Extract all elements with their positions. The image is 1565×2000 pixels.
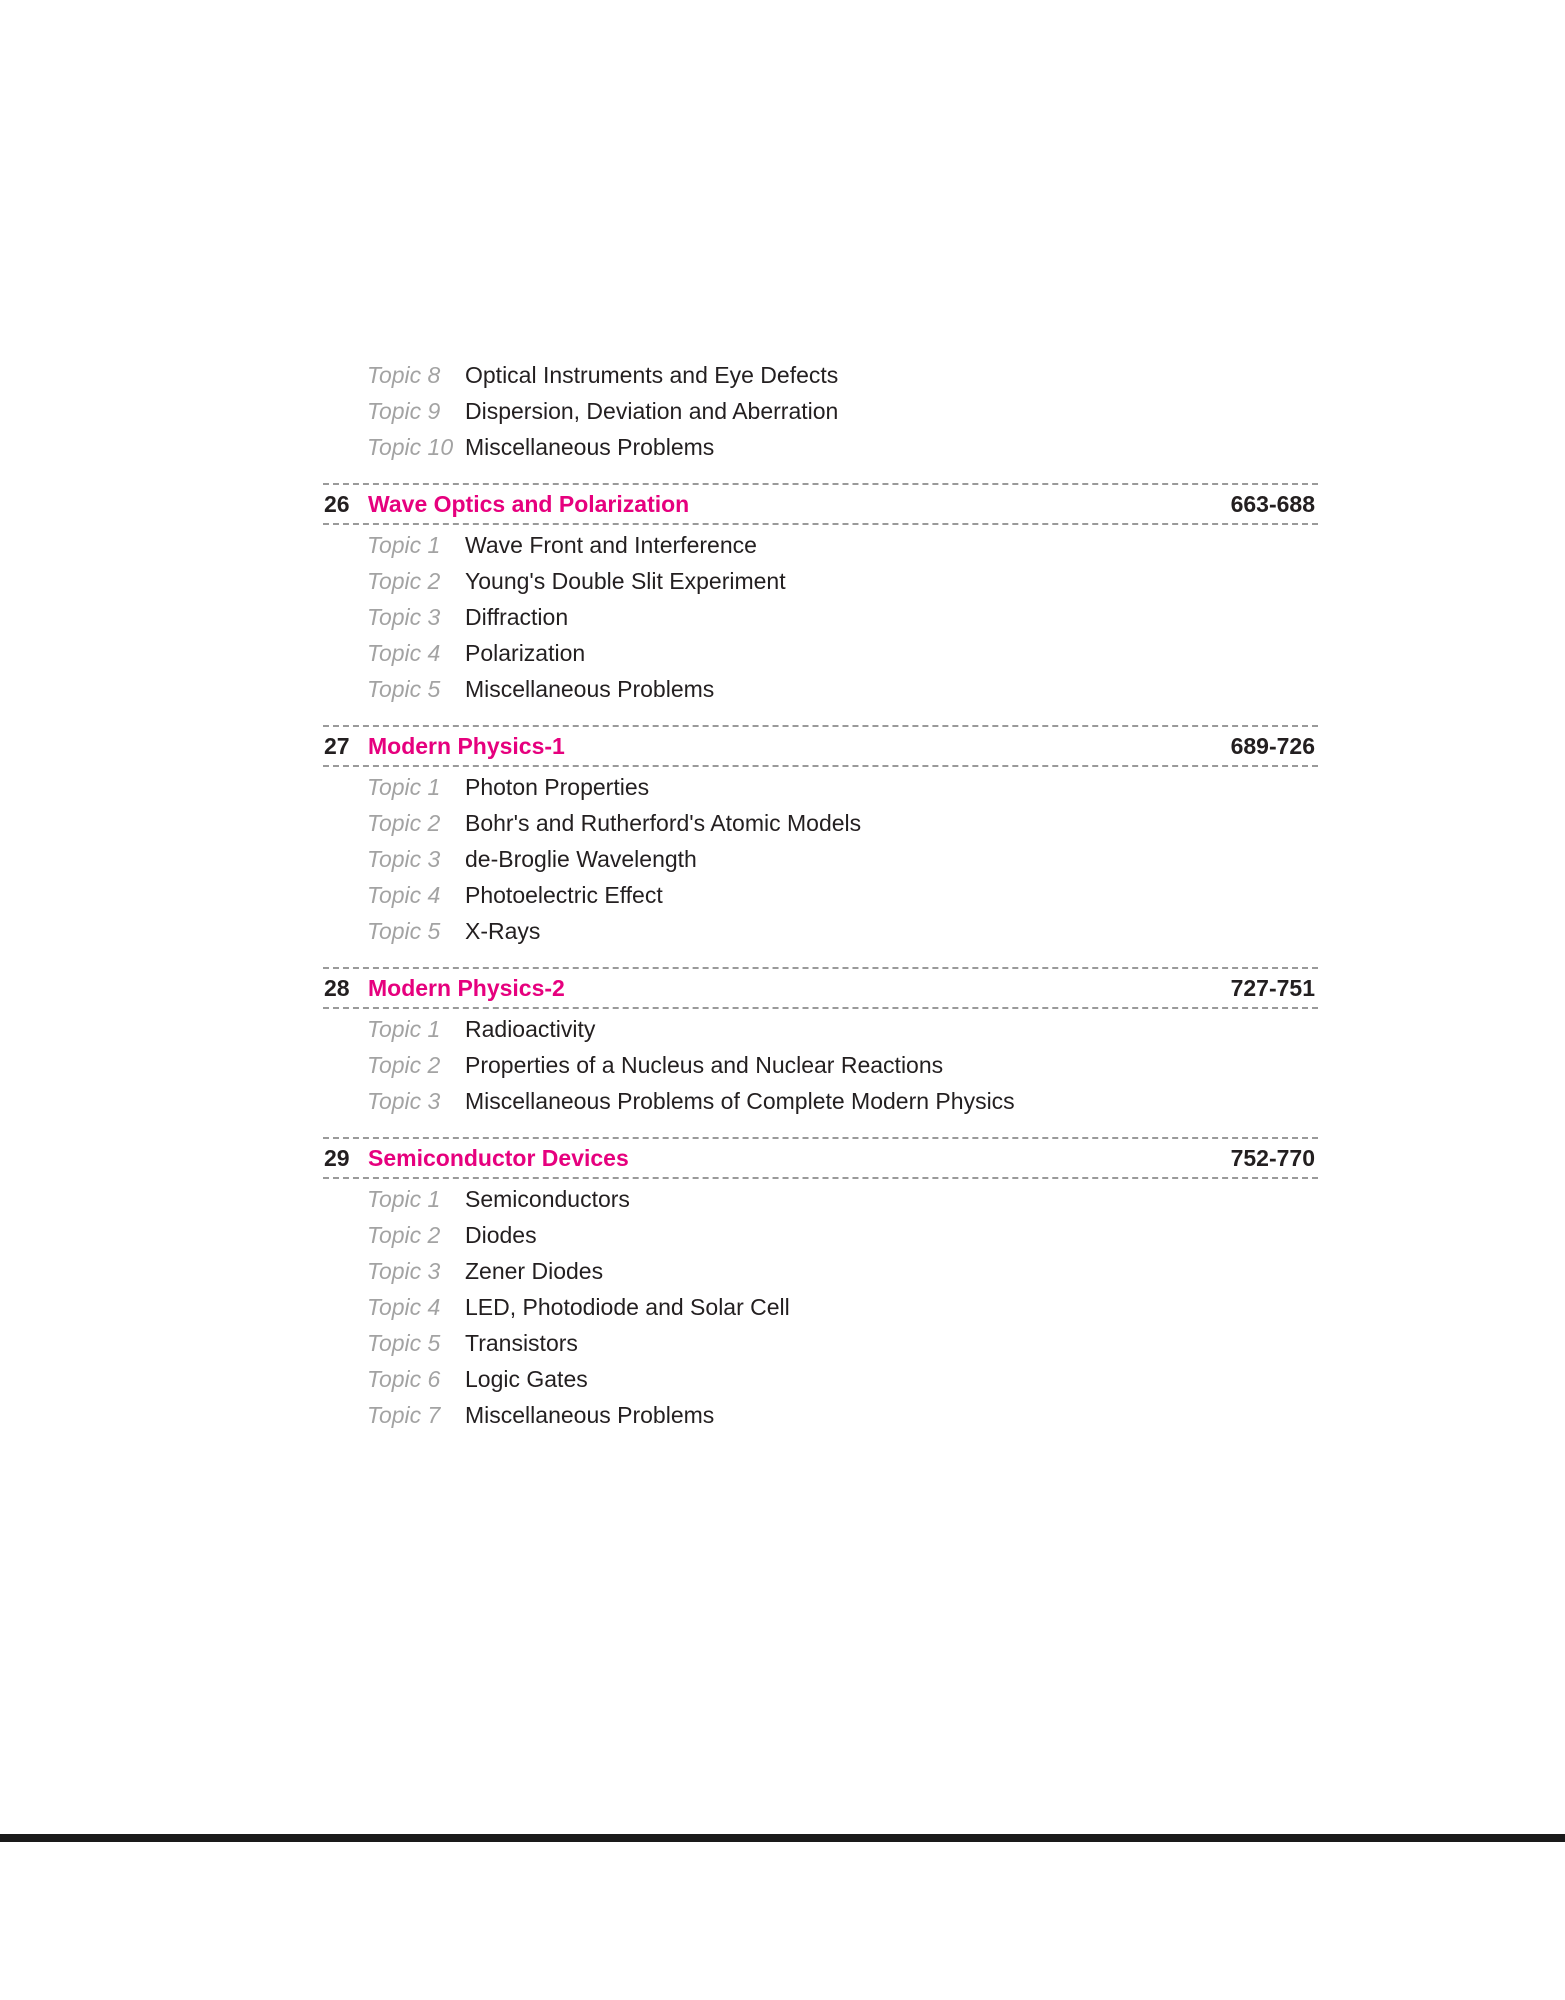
topic-row[interactable] — [323, 769, 1318, 805]
topic-row[interactable] — [323, 1253, 1318, 1289]
topic-label: Topic 3 — [367, 1258, 441, 1284]
topic-row[interactable] — [323, 1011, 1318, 1047]
chapter-title: Modern Physics-1 — [368, 732, 565, 759]
table-of-contents — [323, 357, 1318, 1433]
chapter-title: Semiconductor Devices — [368, 1144, 629, 1171]
topic-label: Topic 5 — [367, 918, 441, 944]
topic-title: Dispersion, Deviation and Aberration — [465, 398, 839, 424]
topic-label: Topic 1 — [367, 532, 441, 558]
topic-label: Topic 1 — [367, 1186, 441, 1212]
topic-label: Topic 3 — [367, 846, 441, 872]
topic-title: Diffraction — [465, 604, 569, 630]
chapter-heading[interactable] — [323, 483, 1318, 525]
chapter-page-range: 663-688 — [1230, 490, 1315, 517]
topic-title: Miscellaneous Problems — [465, 434, 715, 460]
topic-title: Semiconductors — [465, 1186, 630, 1212]
topic-label: Topic 4 — [367, 1294, 441, 1320]
topic-row[interactable] — [323, 913, 1318, 949]
chapter-page-range: 727-751 — [1230, 974, 1315, 1001]
topic-row[interactable] — [323, 563, 1318, 599]
topic-row[interactable] — [323, 1361, 1318, 1397]
topic-row[interactable] — [323, 1083, 1318, 1119]
chapter-number: 27 — [324, 732, 350, 759]
topic-row[interactable] — [323, 1217, 1318, 1253]
topic-label: Topic 5 — [367, 676, 441, 702]
chapter-number: 28 — [324, 974, 350, 1001]
topic-row[interactable] — [323, 671, 1318, 707]
topic-title: Miscellaneous Problems — [465, 1402, 715, 1428]
topic-row[interactable] — [323, 841, 1318, 877]
chapter-number: 29 — [324, 1144, 350, 1171]
topic-label: Topic 8 — [367, 362, 441, 388]
topic-label: Topic 7 — [367, 1402, 441, 1428]
chapter-section-26 — [323, 483, 1318, 707]
chapter-section-27 — [323, 725, 1318, 949]
topic-label: Topic 4 — [367, 640, 441, 666]
topic-label: Topic 2 — [367, 810, 441, 836]
footer-bar — [0, 1834, 1565, 1842]
chapter-number: 26 — [324, 490, 350, 517]
topic-row[interactable] — [323, 1047, 1318, 1083]
chapter-heading[interactable] — [323, 967, 1318, 1009]
topic-title: Photoelectric Effect — [465, 882, 663, 908]
topic-row[interactable] — [323, 1397, 1318, 1433]
topic-title: X-Rays — [465, 918, 541, 944]
topic-label: Topic 2 — [367, 568, 441, 594]
chapter-section-29 — [323, 1137, 1318, 1433]
topic-title: Wave Front and Interference — [465, 532, 757, 558]
topic-label: Topic 2 — [367, 1222, 441, 1248]
topic-title: Transistors — [465, 1330, 578, 1356]
topic-label: Topic 5 — [367, 1330, 441, 1356]
topic-label: Topic 10 — [367, 434, 454, 460]
topic-row[interactable] — [323, 635, 1318, 671]
topic-label: Topic 3 — [367, 604, 441, 630]
chapter-title: Modern Physics-2 — [368, 974, 565, 1001]
topic-label: Topic 6 — [367, 1366, 441, 1392]
topic-title: Diodes — [465, 1222, 537, 1248]
topic-title: Logic Gates — [465, 1366, 588, 1392]
topic-label: Topic 1 — [367, 1016, 441, 1042]
topic-title: Miscellaneous Problems — [465, 676, 715, 702]
topic-title: Properties of a Nucleus and Nuclear Reactions — [465, 1052, 944, 1078]
chapter-page-range: 689-726 — [1230, 732, 1315, 759]
topic-label: Topic 1 — [367, 774, 441, 800]
topic-title: Photon Properties — [465, 774, 650, 800]
topic-row[interactable] — [323, 805, 1318, 841]
topic-title: Radioactivity — [465, 1016, 596, 1042]
topic-row[interactable] — [323, 599, 1318, 635]
topic-title: Miscellaneous Problems of Complete Modern Physics — [465, 1088, 1015, 1114]
topic-row[interactable] — [323, 393, 1318, 429]
topic-label: Topic 2 — [367, 1052, 441, 1078]
chapter-heading[interactable] — [323, 725, 1318, 767]
topic-title: Zener Diodes — [465, 1258, 604, 1284]
topic-title: Polarization — [465, 640, 586, 666]
topic-title: LED, Photodiode and Solar Cell — [465, 1294, 790, 1320]
topic-label: Topic 9 — [367, 398, 441, 424]
topic-row[interactable] — [323, 357, 1318, 393]
chapter-heading[interactable] — [323, 1137, 1318, 1179]
topic-title: Young's Double Slit Experiment — [465, 568, 786, 594]
chapter-section-28 — [323, 967, 1318, 1119]
topic-row[interactable] — [323, 1181, 1318, 1217]
topic-title: de-Broglie Wavelength — [465, 846, 697, 872]
topic-row[interactable] — [323, 429, 1318, 465]
topic-row[interactable] — [323, 527, 1318, 563]
chapter-title: Wave Optics and Polarization — [368, 490, 690, 517]
leading-topic-list — [323, 357, 1318, 465]
topic-row[interactable] — [323, 1325, 1318, 1361]
topic-label: Topic 3 — [367, 1088, 441, 1114]
topic-row[interactable] — [323, 877, 1318, 913]
chapter-page-range: 752-770 — [1230, 1144, 1315, 1171]
topic-title: Optical Instruments and Eye Defects — [465, 362, 839, 388]
topic-row[interactable] — [323, 1289, 1318, 1325]
topic-label: Topic 4 — [367, 882, 441, 908]
topic-title: Bohr's and Rutherford's Atomic Models — [465, 810, 862, 836]
